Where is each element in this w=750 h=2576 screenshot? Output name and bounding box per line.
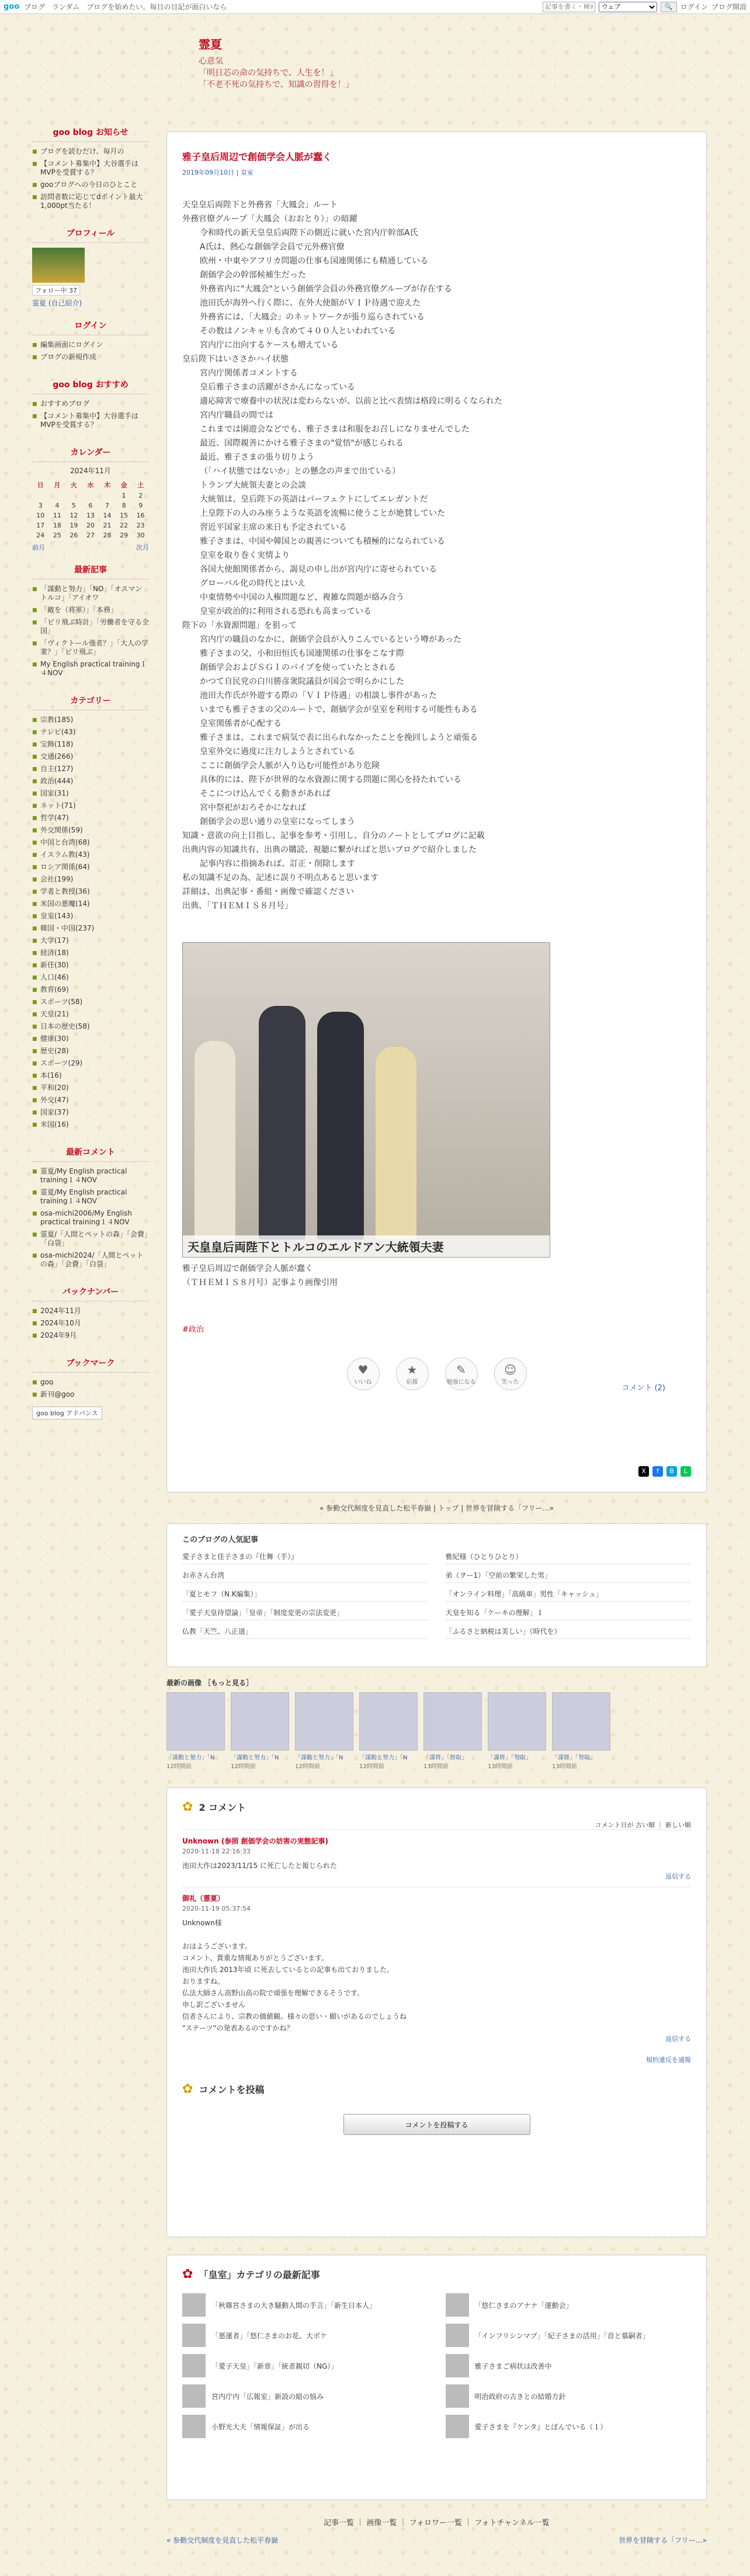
report-link[interactable]: 規約違反を通報 — [646, 2056, 691, 2064]
avatar[interactable] — [32, 248, 85, 283]
image-date: 13時間前 — [423, 1763, 449, 1770]
article-line: 池田大作氏が外遊する際の「ＶＩＰ待遇」の相談し事件があった — [200, 691, 437, 700]
ranking-item-label: 天皇を知る「ケーキの理解」１ — [445, 1609, 544, 1617]
article-line: グローバル化の時代とはいえ — [200, 579, 306, 588]
image-caption[interactable]: 「謀動と努力」「N — [166, 1755, 215, 1761]
login-box — [32, 316, 149, 367]
category-item[interactable]: ■ 健康(30) — [32, 1033, 149, 1045]
latest-images — [166, 1678, 707, 1770]
article-line: 雅子さまは、これまで病気で表に出られなかったことを挽回しようと頑張る — [200, 733, 478, 742]
comment-date: 2020-11-19 05:37:54 — [182, 1905, 251, 1912]
article-category[interactable]: 皇室 — [240, 169, 254, 176]
latest-item[interactable] — [182, 2324, 428, 2347]
article-pager[interactable]: « 参勤交代制度を見直した松平春嶽 | トップ | 世界を冒険する「フリー…» — [319, 1504, 554, 1512]
flower-icon: ✿ — [182, 1800, 193, 1814]
image-thumb[interactable] — [423, 1692, 482, 1751]
latest-title[interactable]: 小野光大夫「情報保証」が出る — [211, 2422, 310, 2431]
pencil-icon: ✎ — [456, 1362, 466, 1377]
category-item[interactable]: ■ 外交関係(59) — [32, 824, 149, 836]
category-item[interactable]: ■ 政治(444) — [32, 775, 149, 787]
smile-icon: ☺ — [504, 1362, 516, 1377]
category-item[interactable]: ■ 人口(46) — [32, 971, 149, 984]
calendar-table: 日 月 火 水 木 金 土 1 2 3 4 5 6 7 8 9 10 11 12 13 14 15 16 17 18 19 20 21 22 23 24 25 26 27 28 29 30 — [36, 481, 145, 539]
ranking-item-label: お赤さん台湾 — [182, 1571, 225, 1579]
latest-thumb[interactable] — [182, 2293, 206, 2317]
latest-thumb[interactable] — [446, 2384, 469, 2408]
new-comment-item[interactable]: ■ 霊夏/My English practical training１４NOV — [32, 1186, 149, 1207]
latest-title[interactable]: 「秋篠宮さまの大き騒動人間の手言」「新生日本人」 — [211, 2301, 377, 2310]
category-item[interactable]: ■ 天皇(21) — [32, 1008, 149, 1020]
blog-description — [199, 55, 750, 91]
article-line: 記事内容に指摘あれば、訂正・削除します — [200, 859, 355, 869]
comment — [182, 1887, 691, 2049]
category-item[interactable]: ■ 日本の歴史(58) — [32, 1020, 149, 1033]
recent-item[interactable]: ■ 「ピリ飛ぶ時計」「労働者を守る全国」 — [32, 616, 149, 637]
footer-links[interactable]: 記事一覧 ｜ 画像一覧 ｜ フォロワー一覧 ｜ フォトチャンネル一覧 — [324, 2519, 550, 2528]
article-line: 各国大使館関係者から、謁見の申し出が宮内庁に寄せられている — [200, 565, 437, 574]
ranking-item[interactable] — [446, 1605, 692, 1620]
latest-title[interactable]: 「インフリシンマブ」「紀子さまの活用」「首と慕嗣者」 — [474, 2331, 650, 2340]
image-cell[interactable] — [359, 1692, 418, 1770]
article-line: トランプ大統領夫妻との会談 — [200, 481, 306, 490]
backnumber-box — [32, 1282, 149, 1345]
ranking-item[interactable] — [446, 1586, 692, 1602]
comment-text: Unknown様 おはようございます。 コメント、貴重な情報ありがとうございます。 池田大作氏 2013年頃 に死去しているとの記事も出ておりました。 おりますね。 仏法大師さん高野山高の院で頑張を理解できるそうです。 申し訳ございません 信者さんにより、宗教の価値観、様々の思い・願いがあるのでしょうね "ステーツ"の発表あるのですかね？ — [182, 1919, 407, 2032]
category-item[interactable]: ■ 学者と教授(36) — [32, 886, 149, 898]
desc-line-1: 心意気 — [199, 57, 223, 66]
category-item[interactable]: ■ 交通(266) — [32, 751, 149, 763]
nav-random[interactable]: ランダム — [52, 3, 80, 11]
image-thumb[interactable] — [488, 1692, 546, 1751]
ranking-item-label: 「愛子天皇待望論」「皇帝」「制度変更の宗法変更」 — [182, 1609, 344, 1617]
article-line: ここに創価学会人脈が入り込む可能性があり危険 — [200, 761, 380, 770]
latest-item[interactable] — [446, 2415, 692, 2438]
latest-thumb[interactable] — [182, 2324, 206, 2347]
bookmark-title: ブックマーク — [32, 1353, 149, 1373]
latest-thumb[interactable] — [446, 2415, 469, 2438]
comments-count: 2 コメント — [199, 1802, 246, 1813]
image-cell[interactable] — [423, 1692, 482, 1770]
hatena-share-icon[interactable]: B — [666, 1466, 677, 1477]
follower-count[interactable]: フォロー中 37 — [32, 285, 80, 296]
popular-articles — [166, 1523, 707, 1667]
article — [166, 131, 707, 1492]
ranking-item[interactable] — [182, 1586, 428, 1602]
search-input[interactable] — [543, 2, 595, 12]
article-line: 適応障害で療養中の状況は変わらないが、以前と比べ表情は格段に明るくなられた — [200, 397, 502, 406]
reply-link[interactable]: 返信する — [665, 2035, 691, 2043]
new-comment-item[interactable]: ■ 霊夏/「人間とペットの森」「会費」「白袋」 — [32, 1228, 149, 1249]
category-item[interactable]: ■ スポーツ(29) — [32, 1057, 149, 1070]
category-item[interactable]: ■ 本(16) — [32, 1070, 149, 1082]
category-item[interactable]: ■ 中国と台湾(68) — [32, 836, 149, 849]
article-date: 2019年09月10日 — [182, 169, 234, 176]
article-line: 皇后雅子さまの活躍がさかんになっている — [200, 383, 355, 392]
image-thumb[interactable] — [552, 1692, 610, 1751]
category-item[interactable]: ■ 皇室(143) — [32, 910, 149, 922]
login-link[interactable]: ログイン — [680, 3, 708, 11]
desc-line-2: 「明日芯の命の気持ちで、人生を！」 — [199, 68, 338, 78]
ranking-item[interactable] — [446, 1549, 692, 1564]
article-line: 雅子さまの父、小和田恒氏も国連関係の仕事をこなす際 — [200, 649, 404, 658]
latest-images-title[interactable]: 最新の画像 ［もっと見る］ — [166, 1679, 254, 1687]
flower-icon: ✿ — [182, 2267, 193, 2282]
global-topbar — [0, 0, 750, 14]
calendar-box — [32, 443, 149, 552]
laugh-reaction[interactable]: ☺ 笑った — [494, 1358, 527, 1390]
cheer-reaction[interactable]: ★ 応援 — [396, 1358, 429, 1390]
flower-icon: ✿ — [182, 2082, 193, 2096]
image-cell[interactable] — [166, 1692, 225, 1770]
star-icon: ★ — [407, 1362, 418, 1377]
footer-next-link[interactable]: 世界を冒険する「フリー…» — [619, 2536, 707, 2544]
ranking-item[interactable] — [182, 1568, 428, 1583]
backnumber-item[interactable]: ■ 2024年9月 — [32, 1329, 149, 1342]
article-line: 外務省内に"大鳳会"という創価学会員の外務官僚グループが存在する — [200, 284, 452, 294]
new-blog-link[interactable]: ■ ブログの新規作成 — [32, 351, 149, 363]
category-item[interactable]: ■ 会社(199) — [32, 873, 149, 886]
ranking-item-label: 雅紀様（ひとりひとり） — [445, 1553, 523, 1561]
article-line: 具体的には、陛下が世界的な水資源に関する問題に関心を持たれている — [200, 775, 461, 784]
notice-box — [32, 123, 149, 216]
image-caption[interactable]: 「謀動と努力」「N — [231, 1755, 279, 1761]
category-box — [32, 691, 149, 1134]
category-item[interactable]: ■ 宗教(185) — [32, 714, 149, 726]
bookmark-box — [32, 1353, 149, 1419]
recommend-item[interactable]: ■ 【コメント募集中】大谷選手はMVPを受賞する？ — [32, 410, 149, 431]
category-latest-title: 「皇室」カテゴリの最新記事 — [199, 2269, 320, 2280]
article-meta: 2019年09月10日 | 皇室 — [182, 169, 254, 176]
latest-thumb[interactable] — [182, 2384, 206, 2408]
comment-date: 2020-11-18 22:16:33 — [182, 1848, 251, 1855]
main-column — [166, 131, 707, 2500]
article-line: 皇室関係者が心配する — [200, 719, 282, 728]
image-caption[interactable]: 「謀将」「努取」 — [488, 1755, 532, 1761]
article-line: 創価学会およびＳＧＩのパイプを使っていたとされる — [200, 663, 396, 672]
article-line: 陛下の「水資源問題」を狙って — [182, 621, 297, 630]
article-line: その数はノンキャリも含めて４００人といわれている — [200, 327, 396, 336]
article-line: 雅子さまは、中国や韓国との親善についても積極的になられている — [200, 537, 445, 546]
login-title: ログイン — [32, 316, 149, 335]
category-item[interactable]: ■ 自主(127) — [32, 763, 149, 775]
article-line: 天皇皇后両陛下と外務省「大鳳会」ルート — [182, 200, 338, 210]
image-date: 12時間前 — [231, 1763, 256, 1770]
notice-item[interactable]: ■ ブログを読むだけ、毎月の — [32, 145, 149, 158]
backnumber-title: バックナンバー — [32, 1282, 149, 1301]
latest-item[interactable] — [446, 2293, 692, 2317]
latest-title[interactable]: 明治政府の古きとの結婚方針 — [474, 2392, 566, 2401]
article-body — [182, 198, 691, 913]
latest-title[interactable]: 雅子さまご病状は改善中 — [474, 2362, 552, 2370]
notice-item[interactable]: ■ 【コメント募集中】大谷選手はMVPを受賞する？ — [32, 158, 149, 179]
recent-item[interactable]: ■ 「謀動と努力」「NO」「オスマントルコ」「アイオワ — [32, 583, 149, 604]
new-comment-box — [32, 1143, 149, 1274]
image-caption[interactable]: 「謀動と努力」「N — [295, 1755, 343, 1761]
ranking-item-label: 愛子さまと佳子さまの『仕舞（手）』 — [182, 1553, 298, 1561]
new-comment-title: 最新コメント — [32, 1143, 149, 1162]
comment-author: 御礼（霊夏） — [182, 1894, 225, 1903]
comment — [182, 1829, 691, 1887]
article-line: 創価学会の思い通りの皇室になってしまう — [200, 817, 355, 827]
category-item[interactable]: ■ スポーツ(58) — [32, 996, 149, 1008]
category-item[interactable]: ■ 国家(31) — [32, 787, 149, 800]
latest-thumb[interactable] — [182, 2415, 206, 2438]
latest-item[interactable] — [182, 2354, 428, 2377]
comment-sort[interactable]: コメント日が 古い順 ｜ 新しい順 — [595, 1821, 691, 1829]
latest-title[interactable]: 愛子さまを『ケンタ』とぼんでいる（１） — [474, 2422, 607, 2431]
recommend-item[interactable]: ■ おすすめブログ — [32, 398, 149, 410]
latest-item[interactable] — [446, 2324, 692, 2347]
article-line: いまでも雅子さまの父のルートで、創価学会が皇室を利用する可能性もある — [200, 705, 478, 714]
calendar-month: 2024年11月 — [70, 467, 111, 475]
category-title: カテゴリー — [32, 691, 149, 710]
article-line: 皇后陛下はいささかハイ状態 — [182, 355, 289, 364]
nav-promo[interactable]: ブログを始めたい。毎日の日記が面白いなら — [86, 3, 227, 11]
comment-count-link[interactable]: コメント (2) — [621, 1384, 665, 1393]
like-reaction[interactable]: ♥ いいね — [347, 1358, 380, 1390]
article-line: 知識・意欲の向上目指し、記事を参考・引用し、自分のノートとしてブログに記載 — [182, 831, 485, 841]
notice-item[interactable]: ■ gooブログへの今日のひとこと — [32, 179, 149, 191]
after-photo-line: 雅子皇后周辺で創価学会人脈が蠢く — [182, 1264, 313, 1273]
image-caption[interactable]: 「謀将」「努取」 — [423, 1755, 467, 1761]
article-line: 上皇陛下の人のみ座うような英語を流暢に使うことが絶賛していた — [200, 509, 445, 518]
article-line: 皇室が政治的に利用される恐れも高まっている — [200, 607, 371, 616]
share-buttons — [638, 1466, 691, 1477]
article-line: 宮内庁に出向するケースも増えている — [200, 341, 339, 350]
article-line: 池田氏が海外へ行く際に、在外大使館がＶＩＰ待遇で迎えた — [200, 298, 421, 308]
category-item[interactable]: ■ 平和(20) — [32, 1082, 149, 1094]
category-item[interactable]: ■ 韓国・中国(237) — [32, 922, 149, 935]
article-photo — [182, 942, 550, 1258]
comments-section — [166, 1787, 707, 2237]
new-comment-item[interactable]: ■ osa-michi2024/「人間とペットの森」「会費」「白袋」 — [32, 1249, 149, 1270]
image-date: 12時間前 — [166, 1763, 192, 1770]
category-item[interactable]: ■ 外交(47) — [32, 1094, 149, 1106]
article-line: 中東情勢や中国の人権問題など、複雑な問題が絡み合う — [200, 593, 404, 602]
article-title[interactable]: 雅子皇后周辺で創価学会人脈が蠢く — [182, 151, 332, 162]
comment-text: 池田大作は2023/11/15 に死亡したと報じられた — [182, 1862, 337, 1870]
category-item[interactable]: ■ ロシア関係(64) — [32, 861, 149, 873]
ranking-item[interactable] — [446, 1624, 692, 1639]
recent-item[interactable]: ■ 「ヴィクトール強者？」「大人の学業？」「ピリ飛ぶ」 — [32, 637, 149, 658]
article-line: 私の知識不足の為、記述に誤り不明点あると思います — [182, 873, 379, 883]
edit-login-link[interactable]: ■ 編集画面にログイン — [32, 339, 149, 351]
ranking-item-label: 弟（ヲー1）「空前の繁栄した男」 — [445, 1571, 552, 1579]
latest-item[interactable] — [182, 2293, 428, 2317]
comment-author: Unknown (参照 創価学会の妨害の実態記事) — [182, 1837, 329, 1845]
recommend-box — [32, 375, 149, 435]
bookmark-item[interactable]: ■ goo — [32, 1376, 149, 1388]
recent-title: 最新記事 — [32, 560, 149, 579]
ranking-item[interactable] — [182, 1605, 428, 1620]
image-cell[interactable] — [231, 1692, 289, 1770]
article-line: 習近平国家主席の来日も予定されている — [200, 523, 347, 532]
sidebar — [32, 123, 149, 1428]
nav-blog[interactable]: ブログ — [24, 3, 46, 11]
article-line: かつて自民党の白川勝彦衆院議員が国会で明らかにした — [200, 677, 404, 686]
latest-item[interactable] — [182, 2384, 428, 2408]
latest-item[interactable] — [446, 2354, 692, 2377]
image-caption[interactable]: 「謀将」「努取」 — [552, 1755, 596, 1761]
image-date: 12時間前 — [359, 1763, 384, 1770]
recommend-title: goo blog おすすめ — [32, 375, 149, 394]
image-date: 13時間前 — [552, 1763, 577, 1770]
article-line: 創価学会の幹部候補生だった — [200, 270, 306, 280]
image-caption[interactable]: 「謀動と努力」「N — [359, 1755, 408, 1761]
latest-thumb[interactable] — [182, 2354, 206, 2377]
photo-caption: 天皇皇后両陛下とトルコのエルドアン大統領夫妻 — [183, 1235, 550, 1257]
calendar-prev-link[interactable]: 前月 — [32, 544, 45, 551]
category-item[interactable]: ■ 教育(69) — [32, 984, 149, 996]
category-latest — [166, 2255, 707, 2500]
image-cell[interactable] — [488, 1692, 546, 1770]
blog-title[interactable]: 霊夏 — [199, 37, 222, 51]
category-item[interactable]: ■ 米国の悪魔(14) — [32, 898, 149, 910]
bookmark-item[interactable]: ■ 新刊@goo — [32, 1388, 149, 1401]
latest-title[interactable]: 「悪運者」「悠仁さまのお花、大ボケ — [211, 2331, 328, 2340]
ranking-item-label: 仏教「天竺、八正道」 — [182, 1627, 253, 1636]
ranking-item[interactable] — [182, 1549, 428, 1564]
article-line: 最近、国際親善にかける雅子さまの"覚悟"が感じられる — [200, 439, 404, 448]
notice-item[interactable]: ■ 訪問者数に応じてdポイント最大1,000pt当たる！ — [32, 191, 149, 212]
category-item[interactable]: ■ 大学(17) — [32, 935, 149, 947]
article-line: （「ハイ状態ではないか」との懸念の声まで出ている） — [200, 467, 400, 476]
article-line: 令和時代の新天皇皇后両陛下の側近に就いた宮内庁幹部A氏 — [200, 228, 418, 238]
reply-link[interactable]: 返信する — [665, 1873, 691, 1880]
latest-title[interactable]: 「愛子天皇」「新章」「統者親切（NG）」 — [211, 2362, 338, 2370]
image-thumb[interactable] — [359, 1692, 418, 1751]
article-line: 出典、「ＴＨＥＭＩＳ８月号」 — [182, 901, 293, 911]
article-line: 大統領は、皇后陛下の英語はパーフェクトにしてエレガントだ — [200, 495, 428, 504]
calendar-next-link[interactable]: 次月 — [136, 544, 149, 551]
category-item[interactable]: ■ 哲学(47) — [32, 812, 149, 824]
ranking-item[interactable] — [182, 1624, 428, 1639]
article-line: 宮内庁関係者コメントする — [200, 369, 298, 378]
latest-item[interactable] — [182, 2415, 428, 2438]
article-line: 最近、雅子さまの張り切りよう — [200, 453, 314, 462]
heart-icon: ♥ — [357, 1362, 369, 1377]
post-comment-title: コメントを投稿 — [199, 2084, 265, 2095]
article-line: 外務官僚グループ「大鳳会（おおとり）」の暗躍 — [182, 214, 357, 224]
image-cell[interactable] — [552, 1692, 610, 1770]
article-tag[interactable]: #政治 — [182, 1325, 204, 1334]
article-line: これまでは園遊会などでも、雅子さまは和服をお召しになりませんでした — [200, 425, 470, 434]
image-thumb[interactable] — [295, 1692, 353, 1751]
latest-thumb[interactable] — [446, 2324, 469, 2347]
backnumber-item[interactable]: ■ 2024年11月 — [32, 1305, 149, 1317]
category-item[interactable]: ■ 新任(30) — [32, 959, 149, 971]
category-item[interactable]: ■ 歴史(28) — [32, 1045, 149, 1057]
article-line: 皇室外交に過度に注力しようとされている — [200, 747, 355, 756]
image-cell[interactable] — [295, 1692, 353, 1770]
facebook-share-icon[interactable]: f — [652, 1466, 663, 1477]
image-thumb[interactable] — [231, 1692, 289, 1751]
x-share-icon[interactable]: X — [638, 1466, 649, 1477]
article-line: そこにつけ込んでくる動きがあれば — [200, 789, 331, 799]
post-comment-button[interactable]: コメントを投稿する — [343, 2114, 530, 2135]
article-line: A氏は、熱心な創価学会員で元外務官僚 — [200, 242, 345, 252]
new-comment-item[interactable]: ■ 霊夏/My English practical training１４NOV — [32, 1165, 149, 1186]
latest-item[interactable] — [446, 2384, 692, 2408]
learn-reaction[interactable]: ✎ 勉強になる — [445, 1358, 478, 1390]
backnumber-item[interactable]: ■ 2024年10月 — [32, 1317, 149, 1329]
footer-pager — [166, 2535, 707, 2545]
latest-title[interactable]: 宮内庁内「広報室」新設の組の悩み — [211, 2392, 324, 2401]
latest-title[interactable]: 「悠仁さまのアナナ「運動会」 — [474, 2301, 573, 2310]
article-line: 宮内庁の職員のなかに、創価学会員が入りこんでいるという噂があった — [200, 635, 461, 644]
goo-logo[interactable]: goo — [4, 2, 20, 11]
category-item[interactable]: ■ ネット(71) — [32, 800, 149, 812]
search-scope-select[interactable] — [599, 2, 657, 12]
article-line: 外務省には、「大鳳会」のネットワークが張り巡らされている — [200, 313, 425, 322]
article-line: 皇室を取り巻く実情より — [200, 551, 290, 560]
blog-header — [0, 14, 750, 116]
ranking-item-label: 「ふるさと納税は美しい」（時代を） — [445, 1627, 561, 1636]
after-photo-line: （ＴＨＥＭＩＳ８月号）記事より画像引用 — [182, 1278, 338, 1287]
notice-title: goo blog お知らせ — [32, 123, 149, 142]
new-comment-item[interactable]: ■ osa-michi2006/My English practical training１４NOV — [32, 1207, 149, 1228]
calendar-title: カレンダー — [32, 443, 149, 462]
category-item[interactable]: ■ 米国(16) — [32, 1119, 149, 1131]
profile-box — [32, 224, 149, 308]
image-date: 13時間前 — [488, 1763, 513, 1770]
latest-thumb[interactable] — [446, 2293, 469, 2317]
recent-item[interactable]: ■ My English practical training１４NOV — [32, 658, 149, 679]
desc-line-3: 「不老不死の気持ちで、知識の習得を！」 — [199, 80, 354, 89]
image-thumb[interactable] — [166, 1692, 225, 1751]
recent-item[interactable]: ■ 「敵を（将軍）」「本務」 — [32, 604, 149, 616]
ranking-item[interactable] — [446, 1568, 692, 1583]
article-line: 詳細は、出典記事・番組・画像で確認ください — [182, 887, 354, 897]
category-item[interactable]: ■ イスラム教(43) — [32, 849, 149, 861]
article-line: 欧州・中東やアフリカ問題の仕事も国連関係にも精通している — [200, 256, 429, 266]
article-line: 宮内庁職員の間では — [200, 411, 273, 420]
article-line: 出典内容の知識共有、出典の購読、視聴に繋がればと思いブログで紹介しました — [182, 845, 477, 855]
line-share-icon[interactable]: L — [680, 1466, 691, 1477]
search-icon[interactable]: 🔍 — [661, 2, 677, 12]
goo-blog-advance-badge[interactable]: goo blog アドバンス — [32, 1407, 102, 1419]
popular-title: このブログの人気記事 — [182, 1536, 259, 1544]
article-line: 宮中祭祀がおろそかになれば — [200, 803, 306, 813]
category-item[interactable]: ■ 国家(37) — [32, 1106, 149, 1119]
latest-thumb[interactable] — [446, 2354, 469, 2377]
footer-prev-link[interactable]: « 参勤交代制度を見直した松平春嶽 — [166, 2536, 279, 2544]
image-date: 12時間前 — [295, 1763, 320, 1770]
category-item[interactable]: ■ 経済(18) — [32, 947, 149, 959]
category-item[interactable]: ■ テレビ(43) — [32, 726, 149, 738]
blog-open-link[interactable]: ブログ開設 — [711, 3, 746, 11]
ranking-item-label: 「オンライン料理」「高級車」男性「キャッシュ」 — [445, 1590, 603, 1598]
category-item[interactable]: ■ 宝飾(118) — [32, 738, 149, 751]
profile-title: プロフィール — [32, 224, 149, 243]
reactions — [182, 1358, 691, 1390]
recent-box — [32, 560, 149, 683]
ranking-item-label: 「夏とモフ（N.K編集）」 — [182, 1590, 261, 1598]
profile-name[interactable]: 霊夏 (自己紹介) — [32, 299, 82, 307]
